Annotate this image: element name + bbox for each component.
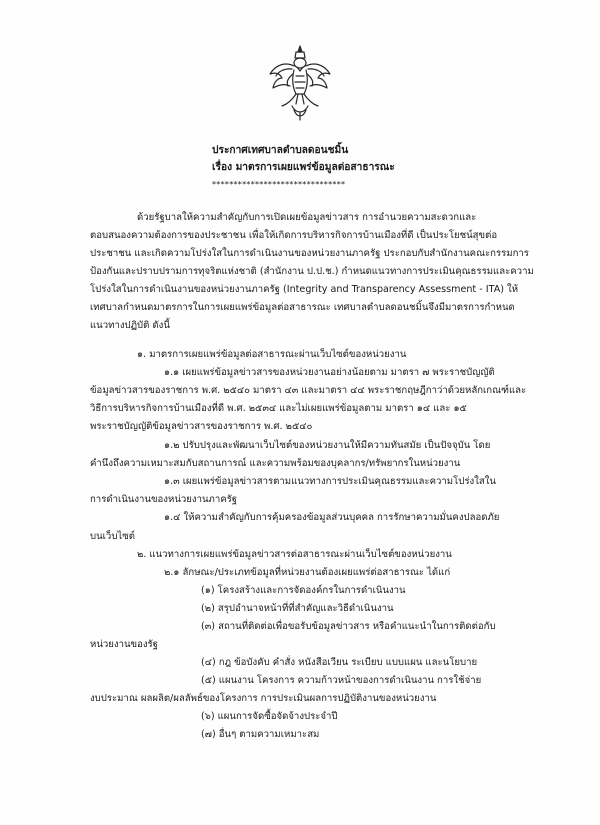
section2-line: (๔) กฎ ข้อบังคับ คำสั่ง หนังสือเวียน ระเบียบ แบบแผน และนโยบาย [201, 657, 478, 668]
section2-heading: ๒. แนวทางการเผยแพร่ข้อมูลข่าวสารต่อสาธารณะผ่านเว็บไซต์ของหน่วยงาน [137, 549, 452, 560]
intro-line: ด้วยรัฐบาลให้ความสำคัญกับการเปิดเผยข้อมูลข่าวสาร การอำนวยความสะดวกและ [137, 212, 477, 223]
section2-line: หน่วยงานของรัฐ [90, 639, 158, 650]
section2-line: (๓) สถานที่ติดต่อเพื่อขอรับข้อมูลข่าวสาร หรือคำแนะนำในการติดต่อกับ [201, 621, 496, 632]
section1-line: ๑.๔ ให้ความสำคัญกับการคุ้มครองข้อมูลส่วนบุคคล การรักษาความมั่นคงปลอดภัย [164, 512, 500, 523]
section1-line: ๑.๓ เผยแพร่ข้อมูลข่าวสารตามแนวทางการประเมินคุณธรรมและความโปร่งใสใน [164, 476, 496, 487]
section2-line: (๕) แผนงาน โครงการ ความก้าวหน้าของการดำเนินงาน การใช้จ่าย [201, 675, 482, 686]
section1-line: คำนึงถึงความเหมาะสมกับสถานการณ์ และความพร้อมของบุคลากร/ทรัพยากรในหน่วยงาน [90, 458, 461, 469]
section2-line: ๒.๑ ลักษณะ/ประเภทข้อมูลที่หน่วยงานต้องเผยแพร่ต่อสาธารณะ ได้แก่ [164, 567, 451, 578]
section1-line: ๑.๑ เผยแพร่ข้อมูลข่าวสารของหน่วยงานอย่างน้อยตาม มาตรา ๗ พระราชบัญญัติ [164, 367, 495, 378]
section2-line: งบประมาณ ผลผลิต/ผลลัพธ์ของโครงการ การประเมินผลการปฏิบัติงานของหน่วยงาน [90, 693, 437, 704]
section1-line: พระราชบัญญัติข้อมูลข่าวสารของราชการ พ.ศ. ๒๕๔๐ [90, 421, 313, 432]
intro-line: ป้องกันและปราบปรามการทุจริตแห่งชาติ (สำนักงาน ป.ป.ช.) กำหนดแนวทางการประเมินคุณธรรมและความ [90, 266, 534, 277]
intro-line: ประชาชน และเกิดความโปร่งใสในการดำเนินงานของหน่วยงานภาครัฐ ประกอบกับสำนักงานคณะกรรมการ [90, 248, 529, 259]
garuda-emblem [268, 44, 332, 122]
announcement-subject: เรื่อง มาตรการเผยแพร่ข้อมูลต่อสาธารณะ [212, 162, 395, 173]
section1-line: วิธีการบริหารกิจการบ้านเมืองที่ดี พ.ศ. ๒๕๓๔ และไม่เผยแพร่ข้อมูลตาม มาตรา ๑๔ และ ๑๕ [90, 403, 467, 414]
section2-line: (๖) แผนการจัดซื้อจัดจ้างประจำปี [201, 711, 338, 722]
intro-line: โปร่งใสในการดำเนินงานของหน่วยงานภาครัฐ (Integrity and Transparency Assessment - ITA) ให้ [90, 284, 519, 295]
section1-line: ข้อมูลข่าวสารของราชการ พ.ศ. ๒๕๔๐ มาตรา ๔๓ และมาตรา ๔๔ พระราชกฤษฎีกาว่าด้วยหลักเกณฑ์และ [90, 385, 527, 396]
title-divider: ******************************* [212, 180, 346, 189]
section1-line: บนเว็บไซต์ [90, 531, 135, 542]
intro-line: เทศบาลกำหนดมาตรการในการเผยแพร่ข้อมูลต่อสาธารณะ เทศบาลตำบลดอนชมิ้นจึงมีมาตรการกำหนด [90, 302, 515, 313]
section2-line: (๗) อื่นๆ ตามความเหมาะสม [201, 729, 320, 740]
section1-heading: ๑. มาตรการเผยแพร่ข้อมูลต่อสาธารณะผ่านเว็บไซต์ของหน่วยงาน [137, 349, 407, 360]
section1-line: การดำเนินงานของหน่วยงานภาครัฐ [90, 494, 238, 505]
section2-line: (๒) สรุปอำนาจหน้าที่ที่สำคัญและวิธีดำเนินงาน [201, 603, 394, 614]
announcement-title: ประกาศเทศบาลตำบลดอนชมิ้น [212, 145, 349, 156]
section2-line: (๑) โครงสร้างและการจัดองค์กรในการดำเนินงาน [201, 585, 406, 596]
section1-line: ๑.๒ ปรับปรุงและพัฒนาเว็บไซต์ของหน่วยงานให้มีความทันสมัย เป็นปัจจุบัน โดย [164, 440, 491, 451]
intro-line: แนวทางปฏิบัติ ดังนี้ [90, 320, 170, 331]
intro-line: ตอบสนองความต้องการของประชาชน เพื่อให้เกิดการบริหารกิจการบ้านเมืองที่ดี เป็นประโยชน์สุขต่อ [90, 230, 498, 241]
